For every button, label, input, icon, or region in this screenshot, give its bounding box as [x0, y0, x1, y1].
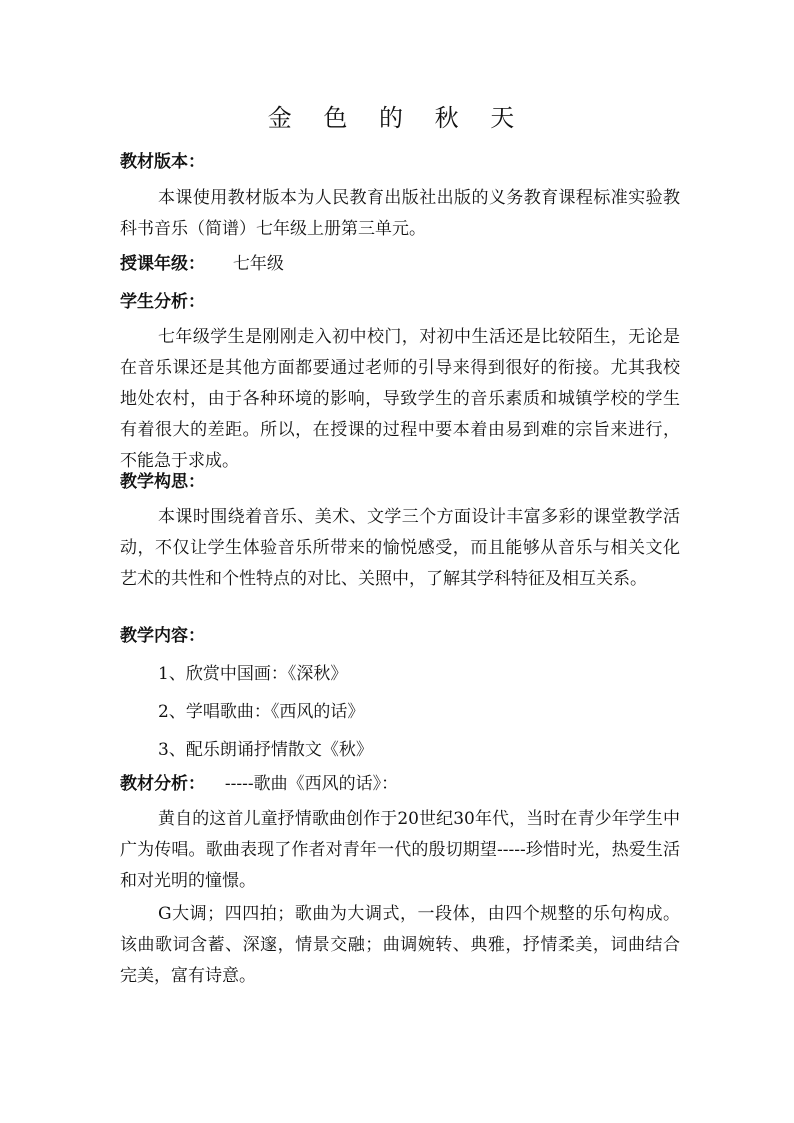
- students-heading: 学生分析：: [120, 292, 205, 312]
- analysis-paragraph-2: G大调；四四拍；歌曲为大调式，一段体，由四个规整的乐句构成。该曲歌词含蓄、深邃，情景交融；曲调婉转、典雅，抒情柔美，词曲结合完美，富有诗意。: [120, 904, 680, 986]
- edition-paragraph: 本课使用教材版本为人民教育出版社出版的义务教育课程标准实验教科书音乐（简谱）七年级上册第三单元。: [120, 188, 680, 239]
- grade-heading: 授课年级：: [120, 254, 205, 274]
- students-paragraph: 七年级学生是刚刚走入初中校门，对初中生活还是比较陌生，无论是在音乐课还是其他方面都要通过老师的引导来得到很好的衔接。尤其我校地处农村，由于各种环境的影响，导致学生的音乐素质和城镇学校的学生有着很大的差距。所以，在授课的过程中要本着由易到难的宗旨来进行，不能急于求成。: [120, 327, 680, 471]
- grade-value: 七年级: [232, 254, 284, 274]
- concept-heading: 教学构思：: [120, 472, 205, 492]
- concept-paragraph: 本课时围绕着音乐、美术、文学三个方面设计丰富多彩的课堂教学活动，不仅让学生体验音乐所带来的愉悦感受，而且能够从音乐与相关文化艺术的共性和个性特点的对比、关照中，了解其学科特征及相互关系。: [120, 507, 680, 589]
- content-item-1: 1、欣赏中国画：《深秋》: [158, 664, 348, 684]
- content-item-3: 3、配乐朗诵抒情散文《秋》: [158, 740, 373, 760]
- analysis-paragraph-1: 黄自的这首儿童抒情歌曲创作于20世纪30年代，当时在青少年学生中广为传唱。歌曲表现了作者对青年一代的殷切期望-----珍惜时光，热爱生活和对光明的憧憬。: [120, 809, 680, 891]
- edition-heading: 教材版本：: [120, 152, 205, 172]
- analysis-subject: -----歌曲《西风的话》：: [224, 774, 399, 794]
- page-title: 金 色 的 秋 天: [267, 104, 527, 132]
- content-heading: 教学内容：: [120, 626, 205, 646]
- analysis-heading: 教材分析：: [120, 774, 205, 794]
- analysis-row: [120, 772, 398, 796]
- content-item-2: 2、学唱歌曲：《西风的话》: [158, 702, 365, 722]
- grade-row: [120, 252, 284, 276]
